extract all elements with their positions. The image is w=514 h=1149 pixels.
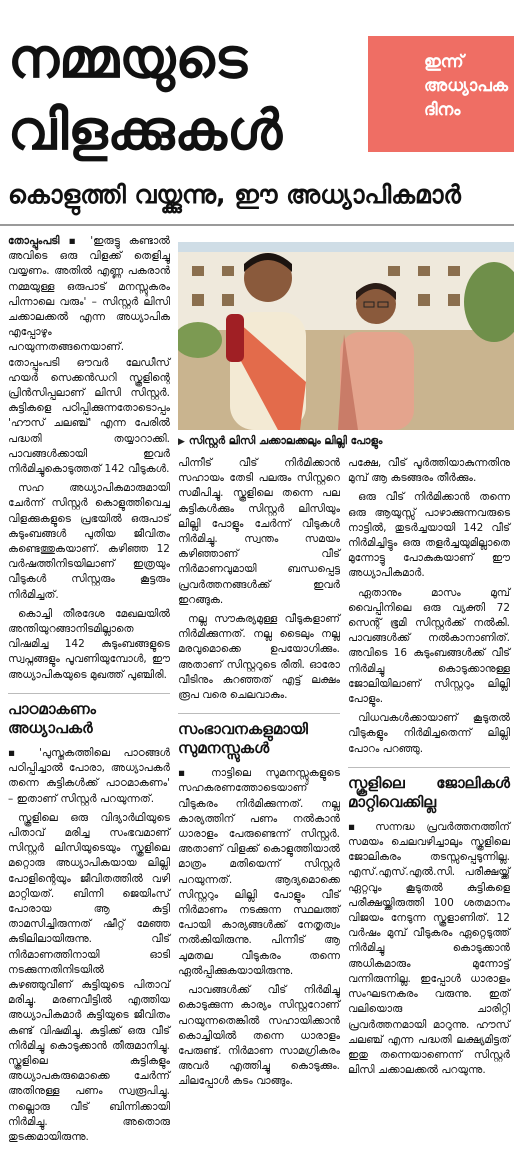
article-paragraph: ഏതാനും മാസം മുമ്പ് വൈപ്പിനിലെ ഒരു വ്യക്തി 72 സെന്റ് ഭൂമി സിസ്റ്റർക്ക് നൽകി. പാവങ്ങൾക്ക് നൽകാനാണിത്. അവിടെ 16 കുടുംബങ്ങൾക്ക് വീട് നിർമിച്ചു കൊടുക്കാനുള്ള ജോലിയിലാണ് സിസ്റ്ററും ലില്ലി പോളും. [348,586,510,706]
article-paragraph: നല്ല സൗകര്യമുള്ള വീടുകളാണ് നിർമിക്കുന്നത്. നല്ല ടൈലും നല്ല മരവുമൊക്കെ ഉപയോഗിക്കും. അതാണ് സിസ്റ്ററുടെ രീതി. ഓരോ വീടിനും കുറഞ്ഞത് എട്ട് ലക്ഷം രൂപ വരെ ചെലവാകും. [178,613,340,702]
article-paragraph: ▪ സന്നദ്ധ പ്രവർത്തനത്തിന് സമയം ചെലവഴിച്ചാലും സ്കൂളിലെ ജോലികരം തടസ്സപ്പെടുന്നില്ല. എസ്.എസ്.എൽ.സി. പരീക്ഷയ്ക്ക് ഏറ്റവും കൂടുതൽ കുട്ടികളെ പരീക്ഷയ്ക്കിരുത്തി 100 ശതമാനം വിജയം നേടുന്ന സ്കൂളാണിത്. 12 വർഷം മുമ്പ് വീടുകരം ഏറ്റെടുത്ത് നിർമിച്ചു കൊടുക്കാൻ അധികമാരും മുന്നോട്ട് വന്നിരുന്നില്ല. ഇപ്പോൾ ധാരാളം സംഘടനകരം വരുന്നു. ഇത് വലിയൊരു ചാരിറ്റി പ്രവർത്തനമായി മാറുന്നു. ഹൗസ് ചലഞ്ച് എന്ന പദ്ധതി ലക്ഷ്യമിട്ടത് ഇതു തന്നെയാണെന്ന് സിസ്റ്റർ ലിസി ചക്കാലക്കൽ പറയുന്നു. [348,820,510,1077]
headline [8,22,363,166]
column-1 [8,234,170,1149]
badge-line-1: ഇന്ന് [424,52,464,72]
dateline: തോപ്പുംപടി ▪ [8,235,82,247]
teachers-photo [178,242,514,430]
badge-line-2: അധ്യാപക [424,76,508,96]
article-paragraph: സഹ അധ്യാപികമാരുമായി ചേർന്ന് സിസ്റ്റർ കൊളുത്തിവെച്ച വിളക്കുകളുടെ പ്രഭയിൽ ഒരുപാട് കുടുംബങ്ങൾ പുതിയ ജീവിതം കണ്ടെത്തുകയാണ്. കഴിഞ്ഞ 12 വർഷത്തിനിടയിലാണ് ഇത്രയും വീടുകൾ സിസ്റ്റരും കൂട്ടരും നിർമിച്ചത്. [8,482,170,601]
article-paragraph: ▪ 'പുസ്തകത്തിലെ പാഠങ്ങൾ പഠിപ്പിച്ചാൽ പോരാ, അധ്യാപകർ തന്നെ കുട്ടികൾക്ക് പാഠമാകണം' – ഇതാണ് സിസ്റ്റർ പറയുന്നത്. [8,746,170,805]
subheadline: കൊളുത്തി വയ്ക്കുന്നു, ഈ അധ്യാപികമാർ [8,180,461,209]
article-paragraph [8,234,170,477]
paragraph-text: 'ഇരുട്ടു കണ്ടാൽ അവിടെ ഒരു വിളക്ക് തെളിച്ചു വയ്യണം. അതിൽ എണ്ണ പകരാൻ നമ്മയുള്ള ഒരുപാട് മനസ്സുകരം പിന്നാലെ വരും' – സിസ്റ്റർ ലിസി ചക്കാലക്കൽ എന്ന അധ്യാപിക എപ്പോഴും പറയുന്നതങ്ങനെയാണ്. തോപ്പുംപടി ഔവർ ലേഡീസ് ഹയർ സെക്കൻഡറി സ്കൂളിന്റെ പ്രിൻസിപ്പലാണ് ലിസി സിസ്റ്റർ. കുട്ടികളെ പഠിപ്പിക്കുന്നതോടൊപ്പം 'ഹൗസ് ചലഞ്ച്' എന്ന പേരിൽ പദ്ധതി തയ്യാറാക്കി. പാവങ്ങൾക്കായി ഇവർ നിർമിച്ചുകൊടുത്തത് 142 വീടുകൾ. [8,235,171,476]
headline-line-2: വിളക്കുകൾ [8,98,283,162]
article-paragraph: പക്ഷേ, വീട് പൂർത്തിയാകുന്നതിനു മുമ്പ് ആ കടങ്ങരം തീർക്കും. [348,457,510,485]
photo-illustration [178,242,514,430]
caption-marker-icon: ▶ [178,437,185,447]
article-paragraph: സ്കൂളിലെ ഒരു വിദ്യാർഥിയുടെ പിതാവ് മരിച്ച സംഭവമാണ് സിസ്റ്റർ ലിസിയുടെയും സ്കൂളിലെ മറ്റൊരു അധ്യാപികയായ ലില്ലി പോളിന്റെയും ജീവിതത്തിൽ വഴി മാറ്റിയത്. ബിന്നി ജെയിംസ് പോരായ ആ കുട്ടി താമസിച്ചിരുന്നത് ഷീറ്റ് മേഞ്ഞ കുടിലിലായിരുന്നു. വീട് നിർമാണത്തിനായി ഓടി നടക്കുന്നതിനിടയിൽ കുഴഞ്ഞുവീണ് കുട്ടിയുടെ പിതാവ് മരിച്ചു. മരണവീട്ടിൽ എത്തിയ അധ്യാപികമാർ കുട്ടിയുടെ ജീവിതം കണ്ട് വിഷമിച്ചു. കുട്ടിക്ക് ഒരു വീട് നിർമിച്ചു കൊടുക്കാൻ തീരുമാനിച്ചു. സ്കൂളിലെ കുട്ടികളും അധ്യാപകരുമൊക്കെ ചേർന്ന് അതിനുള്ള പണം സ്വരൂപിച്ചു. നല്ലൊരു വീട് ബിന്നിക്കായി നിർമിച്ചു. അതൊരു തുടക്കമായിരുന്നു. [8,811,170,1143]
article-paragraph: വിധവകൾക്കായാണ് കൂടുതൽ വീടുകളും നിർമിച്ചതെന്ന് ലില്ലി പോറം പറഞ്ഞു. [348,712,510,755]
section-heading: സംഭാവനകളുമായി സുമനസ്സുകൾ [178,713,340,758]
headline-line-1: നമ്മയുടെ [8,26,248,90]
badge-line-3: ദിനം [424,100,461,120]
section-heading: സ്കൂളിലെ ജോലികൾ മാറ്റിവെക്കില്ല [348,767,510,812]
headline-divider [0,224,514,226]
article-paragraph: പിന്നീട് വീട് നിർമിക്കാൻ സഹായം തേടി പലരും സിസ്റ്ററെ സമീപിച്ചു. സ്കൂളിലെ തന്നെ പല കുട്ടികൾക്കും സിസ്റ്റർ ലിസിയും ലില്ലി പോളും ചേർന്ന് വീടുകൾ നിർമിച്ചു. സ്വന്തം സമയം കഴിഞ്ഞാണ് വീട് നിർമാണവുമായി ബന്ധപ്പെട്ട പ്രവർത്തനങ്ങൾക്ക് ഇവർ ഇറങ്ങുക. [178,457,340,606]
section-heading: പാഠമാകണം അധ്യാപകർ [8,693,170,738]
caption-text: സിസ്റ്റർ ലിസി ചക്കാലക്കലും ലില്ലി പോളും [188,435,383,447]
column-2 [178,456,340,1094]
article-paragraph: ഒരു വീട് നിർമിക്കാൻ തന്നെ ഒരു ആയുസ്സ് പാഴാക്കുന്നവരുടെ നാട്ടിൽ, തുടർച്ചയായി 142 വീട് നിർമിച്ചിട്ടും ഒരു തളർച്ചയുമില്ലാതെ മുന്നോട്ടു പോകുകയാണ് ഈ അധ്യാപികമാർ. [348,491,510,580]
article-paragraph: കൊച്ചി തീരദേശ മേഖലയിൽ അന്തിയുറങ്ങാനിടമില്ലാതെ വിഷമിച്ച 142 കുടുംബങ്ങളുടെ സ്വപ്നങ്ങളും പൂവണിയുമ്പോൾ, ഈ അധ്യാപികയുടെ മുഖത്ത് പുഞ്ചിരി. [8,607,170,681]
column-3 [348,456,510,1082]
article-paragraph: ▪ നാട്ടിലെ സുമനസ്സുകളുടെ സഹകരണത്തോടെയാണ് വീടുകരം നിർമിക്കുന്നത്. നല്ല കാര്യത്തിന് പണം നൽകാൻ ധാരാളം പേരുണ്ടെന്ന് സിസ്റ്റർ. അതാണ് വിളക്ക് കൊളുത്തിയാൽ മാത്രം മതിയെന്ന് സിസ്റ്റർ പറയുന്നത്. ആദ്യമൊക്കെ സിസ്റ്ററും ലില്ലി പോളും വീട് നിർമാണം നടക്കുന്ന സ്ഥലത്ത് പോയി കാര്യങ്ങൾക്ക് നേതൃത്വം നൽകിയിരുന്നു. പിന്നീട് ആ ചുമതല വീടുകരം തന്നെ ഏൽപ്പിക്കുകയായിരുന്നു. [178,767,340,977]
article-paragraph: പാവങ്ങൾക്ക് വീട് നിർമിച്ചു കൊടുക്കുന്ന കാര്യം സിസ്റ്ററോണ് പറയുന്നതെങ്കിൽ സഹായിക്കാൻ കൊച്ചിയിൽ തന്നെ ധാരാളം പേരുണ്ട്. നിർമാണ സാമഗ്രികരം അവർ എത്തിച്ചു കൊടുക്കും. ചിലപ്പോൾ കടം വാങ്ങും. [178,984,340,1088]
teachers-day-badge [368,36,514,152]
photo-caption [178,432,514,450]
